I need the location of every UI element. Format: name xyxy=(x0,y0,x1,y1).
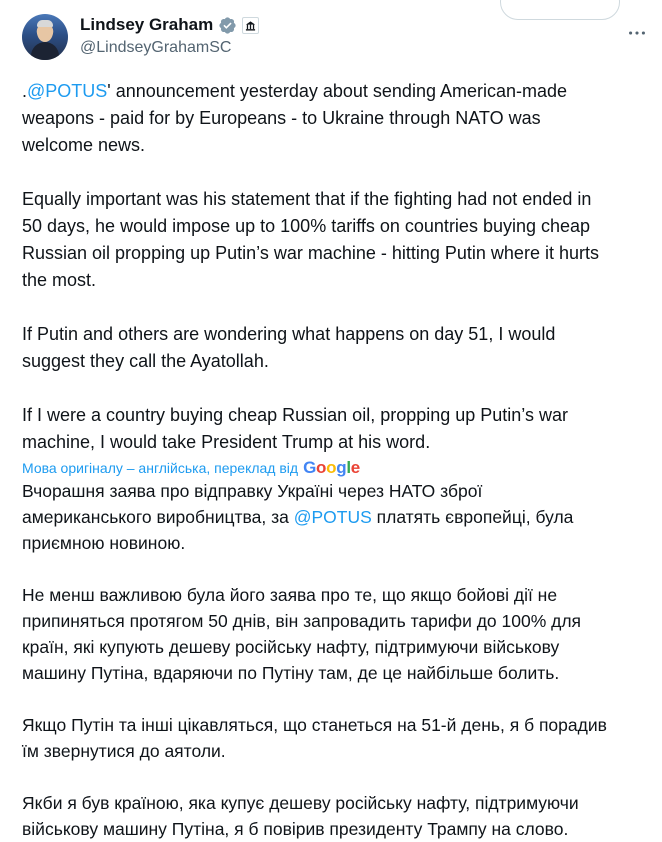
avatar[interactable] xyxy=(22,14,68,60)
tweet-line: Equally important was his statement that if the fighting had not ended in xyxy=(22,189,592,209)
tweet-text: . xyxy=(22,81,28,101)
potus-mention-link[interactable]: @POTUS xyxy=(27,81,108,101)
tweet-line: Russian oil propping up Putin’s war machine - hitting Putin where it hurts xyxy=(22,243,599,263)
tweet-line: 50 days, he would impose up to 100% tariffs on countries buying cheap xyxy=(22,216,591,236)
tweet-line xyxy=(22,78,642,105)
tweet-header xyxy=(0,0,662,64)
translation-line: Якщо Путін та інші цікавляться, що станеться на 51-й день, я б порадив xyxy=(22,715,607,735)
name-row xyxy=(80,14,259,36)
translation-line xyxy=(22,504,642,530)
translation-line: Вчорашня заява про відправку Україні через НАТО зброї xyxy=(22,481,483,501)
more-dots-icon[interactable] xyxy=(626,22,648,44)
translation-text: американського виробництва, за xyxy=(22,507,294,527)
tweet-text: ' announcement yesterday about sending American-made xyxy=(107,81,568,101)
translation-line: припиняться протягом 50 днів, він запровадить тарифи до 100% для xyxy=(22,611,582,631)
translation-line: Якби я був країною, яка купує дешеву російську нафту, підтримуючи xyxy=(22,793,579,813)
translation-text: платять європейці, була xyxy=(371,507,574,527)
government-affiliate-icon[interactable] xyxy=(242,17,259,34)
tweet-line: If I were a country buying cheap Russian oil, propping up Putin’s war xyxy=(22,405,568,425)
tweet-line: machine, I would take President Trump at his word. xyxy=(22,432,431,452)
tweet-line: the most. xyxy=(22,270,97,290)
tweet-line: If Putin and others are wondering what happens on day 51, I would xyxy=(22,324,556,344)
translation-line: машину Путіна, вдаряючи по Путіну там, де це найбільше болить. xyxy=(22,663,560,683)
author-display-name[interactable]: Lindsey Graham xyxy=(80,15,214,34)
translation-line: військову машину Путіна, я б повірив президенту Трампу на слово. xyxy=(22,819,569,839)
translation-line: їм звернутися до аятоли. xyxy=(22,741,226,761)
tweet-body xyxy=(22,78,642,842)
tweet-line: weapons - paid for by Europeans - to Ukraine through NATO was xyxy=(22,108,541,128)
avatar-suit xyxy=(31,42,59,60)
translation-line: Не менш важливою була його заява про те, що якщо бойові дії не xyxy=(22,585,558,605)
follow-button[interactable] xyxy=(500,0,620,20)
potus-mention-link[interactable]: @POTUS xyxy=(293,507,372,527)
translation-line: приємною новиною. xyxy=(22,533,186,553)
google-logo: Google xyxy=(303,458,360,477)
avatar-hair xyxy=(37,20,53,27)
translation-attribution-label: Мова оригіналу – англійська, переклад від xyxy=(22,460,299,476)
tweet-line: welcome news. xyxy=(22,135,146,155)
author-handle[interactable]: @LindseyGrahamSC xyxy=(80,39,232,56)
tweet-line: suggest they call the Ayatollah. xyxy=(22,351,269,371)
capitol-icon xyxy=(245,20,256,31)
translation-line: країн, які купують дешеву російську нафту, підтримуючи військову xyxy=(22,637,560,657)
verified-badge-icon[interactable] xyxy=(218,16,237,35)
translation-attribution[interactable] xyxy=(22,458,642,478)
